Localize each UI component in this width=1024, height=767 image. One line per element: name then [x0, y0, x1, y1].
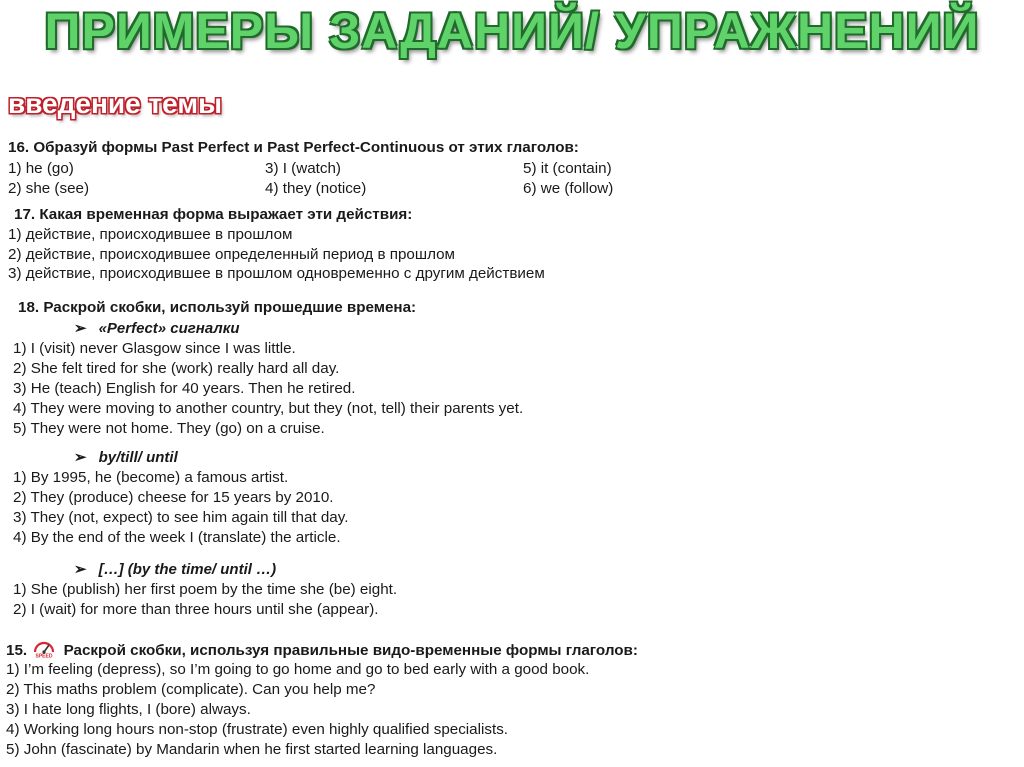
- bullet-arrow-icon: ➢: [74, 320, 87, 337]
- task15-item: 3) I hate long flights, I (bore) always.: [6, 701, 251, 718]
- task16-item: 1) he (go): [8, 160, 74, 177]
- task16-number: 16.: [8, 139, 30, 156]
- task18-group3-label: [74, 560, 276, 578]
- bullet-arrow-icon: ➢: [74, 561, 87, 578]
- task17-item: 3) действие, происходившее в прошлом одновременно с другим действием: [8, 265, 545, 282]
- task18-group1-item: 4) They were moving to another country, but they (not, tell) their parents yet.: [13, 400, 524, 417]
- task16-heading: [8, 139, 579, 156]
- task18-group2-item: 4) By the end of the week I (translate) the article.: [13, 529, 341, 546]
- task15-item: 5) John (fascinate) by Mandarin when he first started learning languages.: [6, 741, 498, 758]
- task16-item: 2) she (see): [8, 180, 90, 197]
- task18-group1-item: 1) I (visit) never Glasgow since I was little.: [13, 340, 296, 357]
- speedometer-icon: [33, 638, 55, 658]
- task15-item: 4) Working long hours non-stop (frustrate) even highly qualified specialists.: [6, 721, 509, 738]
- slide-subtitle: введение темы: [8, 88, 222, 119]
- group-label-text: […] (by the time/ until …): [98, 561, 277, 578]
- task18-group1-item: 3) He (teach) English for 40 years. Then he retired.: [13, 380, 356, 397]
- task18-group1-item: 2) She felt tired for she (work) really hard all day.: [13, 360, 340, 377]
- task16-item: 5) it (contain): [523, 160, 612, 177]
- task18-group3-item: 1) She (publish) her first poem by the time she (be) eight.: [13, 581, 398, 598]
- task16-item: 6) we (follow): [523, 180, 614, 197]
- task18-group1-item: 5) They were not home. They (go) on a cruise.: [13, 420, 325, 437]
- task15-item: 1) I’m feeling (depress), so I’m going to go home and go to bed early with a good book.: [6, 661, 590, 678]
- task16-item: 3) I (watch): [265, 160, 341, 177]
- group-label-text: «Perfect» сигналки: [98, 320, 240, 337]
- task15-heading: [6, 638, 638, 659]
- task17-item: 1) действие, происходившее в прошлом: [8, 226, 293, 243]
- task15-number: 15.: [6, 642, 28, 659]
- task18-group2-item: 3) They (not, expect) to see him again till that day.: [13, 509, 349, 526]
- bullet-arrow-icon: ➢: [74, 449, 87, 466]
- task17-heading: 17. Какая временная форма выражает эти действия:: [14, 206, 413, 223]
- task18-group2-item: 2) They (produce) cheese for 15 years by 2010.: [13, 489, 334, 506]
- task18-group1-label: [74, 319, 239, 337]
- task18-group2-item: 1) By 1995, he (become) a famous artist.: [13, 469, 289, 486]
- slide-title: ПРИМЕРЫ ЗАДАНИЙ/ УПРАЖНЕНИЙ: [44, 3, 980, 59]
- task18-group3-item: 2) I (wait) for more than three hours until she (appear).: [13, 601, 379, 618]
- task16-heading-text: Образуй формы Past Perfect и Past Perfect-Continuous от этих глаголов:: [33, 139, 579, 156]
- task18-heading: 18. Раскрой скобки, используй прошедшие времена:: [18, 299, 417, 316]
- task17-item: 2) действие, происходившее определенный период в прошлом: [8, 246, 455, 263]
- task16-item: 4) they (notice): [265, 180, 367, 197]
- task15-heading-text: Раскрой скобки, используя правильные видо-временные формы глаголов:: [63, 642, 638, 659]
- group-label-text: by/till/ until: [98, 449, 178, 466]
- speed-icon-text: SPEED: [35, 653, 53, 658]
- task15-item: 2) This maths problem (complicate). Can you help me?: [6, 681, 376, 698]
- task18-group2-label: [74, 448, 178, 466]
